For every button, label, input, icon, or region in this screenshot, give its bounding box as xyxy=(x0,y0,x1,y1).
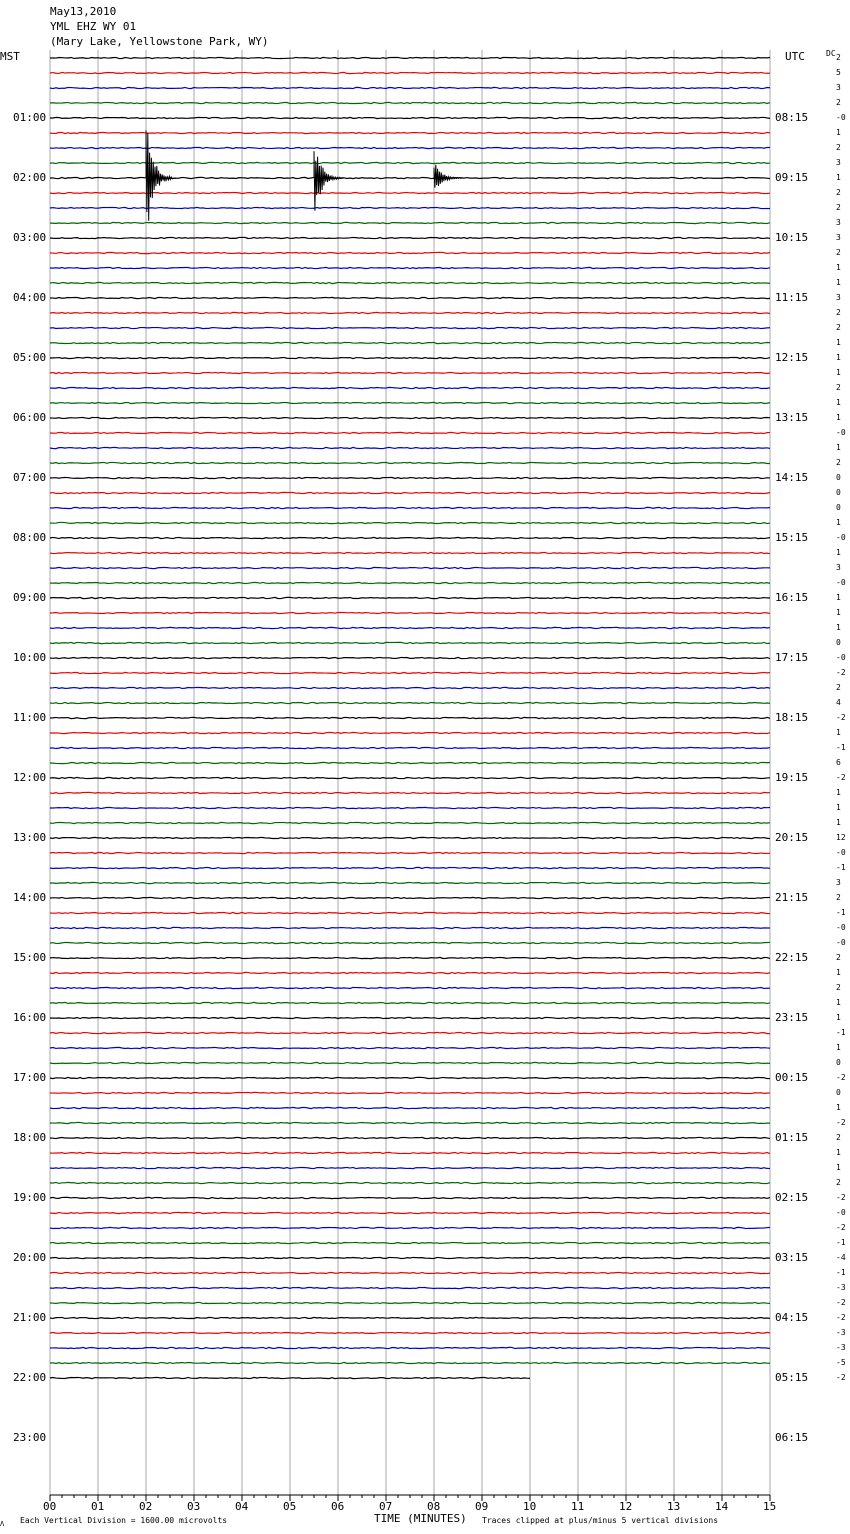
dc-offset-label: 1 xyxy=(836,788,841,797)
left-hour-label: 17:00 xyxy=(13,1071,47,1084)
dc-offset-label: 3 xyxy=(836,83,841,92)
trace-row xyxy=(50,1197,770,1198)
dc-offset-label: 0 xyxy=(836,638,841,647)
dc-label: DC xyxy=(826,49,836,58)
trace-row xyxy=(50,1347,770,1348)
x-tick-label: 15 xyxy=(763,1500,777,1513)
dc-offset-label: 1 xyxy=(836,353,841,362)
dc-offset-label: -3 xyxy=(836,1283,846,1292)
dc-offset-label: 1 xyxy=(836,548,841,557)
left-hour-label: 06:00 xyxy=(13,411,47,424)
dc-offset-label: 2 xyxy=(836,203,841,212)
trace-row xyxy=(50,462,770,463)
trace-row xyxy=(50,1242,770,1243)
dc-offset-label: 2 xyxy=(836,308,841,317)
right-hour-label: 23:15 xyxy=(775,1011,809,1024)
trace-row xyxy=(50,672,770,673)
trace-row xyxy=(50,1032,770,1033)
dc-offset-label: -2 xyxy=(836,773,846,782)
chart-date: May13,2010 xyxy=(50,5,117,18)
trace-row xyxy=(50,732,770,733)
x-tick-label: 13 xyxy=(667,1500,681,1513)
dc-offset-label: 0 xyxy=(836,473,841,482)
trace-row xyxy=(50,1272,770,1273)
dc-offset-label: 2 xyxy=(836,188,841,197)
x-tick-label: 12 xyxy=(619,1500,633,1513)
trace-row xyxy=(50,1092,770,1093)
trace-row xyxy=(50,942,770,943)
trace-row xyxy=(50,447,770,448)
dc-offset-label: -2 xyxy=(836,1223,846,1232)
right-hour-label: 12:15 xyxy=(775,351,809,364)
dc-offset-label: -2 xyxy=(836,1373,846,1382)
x-tick-label: 10 xyxy=(523,1500,537,1513)
left-hour-label: 05:00 xyxy=(13,351,47,364)
trace-row xyxy=(50,1257,770,1258)
right-hour-label: 19:15 xyxy=(775,771,809,784)
trace-row xyxy=(50,357,770,358)
trace-row xyxy=(50,867,770,868)
dc-offset-label: 0 xyxy=(836,1088,841,1097)
dc-offset-label: 1 xyxy=(836,623,841,632)
dc-offset-label: 2 xyxy=(836,53,841,62)
right-hour-label: 13:15 xyxy=(775,411,809,424)
dc-offset-label: 1 xyxy=(836,368,841,377)
dc-offset-label: 12 xyxy=(836,833,846,842)
dc-offset-label: -0 xyxy=(836,533,846,542)
trace-row xyxy=(50,1107,770,1108)
trace-row xyxy=(50,1167,770,1168)
trace-row xyxy=(50,1227,770,1228)
trace-row xyxy=(50,822,770,823)
right-hour-label: 16:15 xyxy=(775,591,809,604)
right-hour-label: 05:15 xyxy=(775,1371,809,1384)
station-code: YML EHZ WY 01 xyxy=(50,20,137,33)
dc-offset-label: 3 xyxy=(836,563,841,572)
dc-offset-label: 3 xyxy=(836,158,841,167)
trace-row xyxy=(50,1317,770,1318)
trace-row xyxy=(50,312,770,313)
left-hour-label: 23:00 xyxy=(13,1431,47,1444)
left-hour-label: 09:00 xyxy=(13,591,47,604)
trace-row xyxy=(50,597,770,598)
dc-offset-label: 2 xyxy=(836,953,841,962)
trace-row xyxy=(50,807,770,808)
clip-note: Traces clipped at plus/minus 5 vertical divisions xyxy=(482,1516,719,1525)
right-hour-label: 18:15 xyxy=(775,711,809,724)
trace-row xyxy=(50,1212,770,1213)
trace-row xyxy=(50,1137,770,1138)
dc-offset-label: 6 xyxy=(836,758,841,767)
dc-offset-label: 2 xyxy=(836,893,841,902)
x-tick-label: 02 xyxy=(139,1500,153,1513)
trace-row xyxy=(50,1047,770,1048)
right-hour-label: 03:15 xyxy=(775,1251,809,1264)
dc-offset-label: 4 xyxy=(836,698,841,707)
left-hour-label: 12:00 xyxy=(13,771,47,784)
dc-offset-label: -2 xyxy=(836,1118,846,1127)
trace-row xyxy=(50,582,770,583)
trace-row xyxy=(50,1077,770,1078)
trace-row xyxy=(50,567,770,568)
left-timezone: MST xyxy=(0,50,20,63)
trace-row xyxy=(50,627,770,628)
dc-offset-label: 1 xyxy=(836,518,841,527)
right-hour-label: 11:15 xyxy=(775,291,809,304)
x-tick-label: 07 xyxy=(379,1500,393,1513)
dc-offset-label: 0 xyxy=(836,503,841,512)
right-hour-label: 21:15 xyxy=(775,891,809,904)
left-hour-label: 19:00 xyxy=(13,1191,47,1204)
trace-row xyxy=(50,507,770,508)
x-tick-label: 05 xyxy=(283,1500,297,1513)
left-hour-label: 01:00 xyxy=(13,111,47,124)
dc-offset-label: -2 xyxy=(836,1073,846,1082)
dc-offset-label: -2 xyxy=(836,1313,846,1322)
trace-row xyxy=(50,1362,770,1363)
dc-offset-label: -1 xyxy=(836,1028,846,1037)
event-waveform xyxy=(434,165,464,188)
right-hour-label: 20:15 xyxy=(775,831,809,844)
trace-row xyxy=(50,237,770,238)
left-hour-label: 03:00 xyxy=(13,231,47,244)
x-tick-label: 14 xyxy=(715,1500,729,1513)
trace-row xyxy=(50,642,770,643)
trace-row xyxy=(50,792,770,793)
dc-offset-label: 1 xyxy=(836,968,841,977)
dc-offset-label: 0 xyxy=(836,1058,841,1067)
dc-offset-label: -2 xyxy=(836,1193,846,1202)
dc-offset-label: 1 xyxy=(836,1013,841,1022)
dc-offset-label: 1 xyxy=(836,413,841,422)
right-hour-label: 09:15 xyxy=(775,171,809,184)
left-hour-label: 10:00 xyxy=(13,651,47,664)
left-hour-label: 20:00 xyxy=(13,1251,47,1264)
trace-row xyxy=(50,417,770,418)
dc-offset-label: 1 xyxy=(836,1103,841,1112)
dc-offset-label: -4 xyxy=(836,1253,846,1262)
trace-row xyxy=(50,252,770,253)
dc-offset-label: -2 xyxy=(836,1298,846,1307)
dc-offset-label: 1 xyxy=(836,263,841,272)
dc-offset-label: 2 xyxy=(836,98,841,107)
trace-row xyxy=(50,402,770,403)
trace-row xyxy=(50,477,770,478)
dc-offset-label: 1 xyxy=(836,1148,841,1157)
dc-offset-label: 3 xyxy=(836,878,841,887)
dc-offset-label: -0 xyxy=(836,653,846,662)
dc-offset-label: 1 xyxy=(836,278,841,287)
x-tick-label: 04 xyxy=(235,1500,249,1513)
trace-row xyxy=(50,657,770,658)
right-hour-label: 02:15 xyxy=(775,1191,809,1204)
trace-row xyxy=(50,552,770,553)
right-hour-label: 10:15 xyxy=(775,231,809,244)
trace-row xyxy=(50,1377,530,1378)
dc-offset-label: 1 xyxy=(836,398,841,407)
trace-row xyxy=(50,897,770,898)
dc-offset-label: -0 xyxy=(836,923,846,932)
dc-offset-label: -3 xyxy=(836,1343,846,1352)
left-hour-label: 14:00 xyxy=(13,891,47,904)
dc-offset-label: -1 xyxy=(836,743,846,752)
dc-offset-label: -1 xyxy=(836,908,846,917)
trace-row xyxy=(50,342,770,343)
dc-offset-label: 2 xyxy=(836,143,841,152)
left-hour-label: 16:00 xyxy=(13,1011,47,1024)
dc-offset-label: -3 xyxy=(836,1328,846,1337)
right-timezone: UTC xyxy=(785,50,805,63)
left-hour-label: 02:00 xyxy=(13,171,47,184)
x-tick-label: 11 xyxy=(571,1500,585,1513)
dc-offset-label: 3 xyxy=(836,233,841,242)
trace-row xyxy=(50,837,770,838)
dc-offset-label: 2 xyxy=(836,458,841,467)
trace-row xyxy=(50,777,770,778)
dc-offset-label: -1 xyxy=(836,1238,846,1247)
trace-row xyxy=(50,882,770,883)
left-hour-label: 22:00 xyxy=(13,1371,47,1384)
dc-offset-label: 1 xyxy=(836,593,841,602)
trace-row xyxy=(50,702,770,703)
right-hour-label: 04:15 xyxy=(775,1311,809,1324)
dc-offset-label: -0 xyxy=(836,1208,846,1217)
dc-offset-label: 1 xyxy=(836,1163,841,1172)
scale-note: Each Vertical Division = 1600.00 microvolts xyxy=(20,1516,228,1525)
trace-row xyxy=(50,87,770,88)
right-hour-label: 06:15 xyxy=(775,1431,809,1444)
dc-offset-label: 1 xyxy=(836,803,841,812)
trace-row xyxy=(50,492,770,493)
trace-row xyxy=(50,852,770,853)
dc-offset-label: -2 xyxy=(836,713,846,722)
x-tick-label: 01 xyxy=(91,1500,105,1513)
trace-row xyxy=(50,1062,770,1063)
left-hour-label: 08:00 xyxy=(13,531,47,544)
trace-row xyxy=(50,282,770,283)
trace-row xyxy=(50,117,770,118)
trace-row xyxy=(50,537,770,538)
trace-row xyxy=(50,1182,770,1183)
dc-offset-label: -5 xyxy=(836,1358,846,1367)
left-hour-label: 13:00 xyxy=(13,831,47,844)
dc-offset-label: 2 xyxy=(836,1178,841,1187)
right-hour-label: 08:15 xyxy=(775,111,809,124)
right-hour-label: 22:15 xyxy=(775,951,809,964)
trace-row xyxy=(50,927,770,928)
left-hour-label: 21:00 xyxy=(13,1311,47,1324)
x-tick-label: 09 xyxy=(475,1500,489,1513)
footer-mark: Λ xyxy=(0,1520,5,1528)
trace-row xyxy=(50,297,770,298)
dc-offset-label: 0 xyxy=(836,488,841,497)
x-tick-label: 06 xyxy=(331,1500,345,1513)
trace-row xyxy=(50,102,770,103)
trace-row xyxy=(50,1017,770,1018)
trace-row xyxy=(50,432,770,433)
dc-offset-label: 2 xyxy=(836,683,841,692)
right-hour-label: 01:15 xyxy=(775,1131,809,1144)
dc-offset-label: -1 xyxy=(836,1268,846,1277)
trace-row xyxy=(50,267,770,268)
trace-row xyxy=(50,372,770,373)
x-tick-label: 08 xyxy=(427,1500,441,1513)
dc-offset-label: 2 xyxy=(836,248,841,257)
trace-row xyxy=(50,522,770,523)
trace-row xyxy=(50,207,770,208)
dc-offset-label: 1 xyxy=(836,818,841,827)
dc-offset-label: 1 xyxy=(836,443,841,452)
right-hour-label: 00:15 xyxy=(775,1071,809,1084)
right-hour-label: 15:15 xyxy=(775,531,809,544)
trace-row xyxy=(50,192,770,193)
dc-offset-label: 1 xyxy=(836,998,841,1007)
trace-row xyxy=(50,972,770,973)
left-hour-label: 07:00 xyxy=(13,471,47,484)
trace-row xyxy=(50,327,770,328)
trace-row xyxy=(50,762,770,763)
dc-offset-label: 1 xyxy=(836,608,841,617)
right-hour-label: 14:15 xyxy=(775,471,809,484)
trace-row xyxy=(50,987,770,988)
dc-offset-label: 2 xyxy=(836,983,841,992)
trace-row xyxy=(50,147,770,148)
dc-offset-label: 5 xyxy=(836,68,841,77)
trace-row xyxy=(50,1152,770,1153)
trace-row xyxy=(50,1287,770,1288)
dc-offset-label: -0 xyxy=(836,848,846,857)
trace-row xyxy=(50,957,770,958)
trace-row xyxy=(50,57,770,58)
dc-offset-label: 1 xyxy=(836,173,841,182)
trace-row xyxy=(50,387,770,388)
dc-offset-label: -1 xyxy=(836,863,846,872)
dc-offset-label: 1 xyxy=(836,1043,841,1052)
dc-offset-label: -0 xyxy=(836,578,846,587)
trace-row xyxy=(50,132,770,133)
trace-row xyxy=(50,1122,770,1123)
trace-row xyxy=(50,612,770,613)
dc-offset-label: 1 xyxy=(836,728,841,737)
x-tick-label: 03 xyxy=(187,1500,201,1513)
trace-row xyxy=(50,717,770,718)
right-hour-label: 17:15 xyxy=(775,651,809,664)
dc-offset-label: 3 xyxy=(836,218,841,227)
trace-row xyxy=(50,1002,770,1003)
x-tick-label: 00 xyxy=(43,1500,57,1513)
dc-offset-label: -0 xyxy=(836,428,846,437)
dc-offset-label: 2 xyxy=(836,323,841,332)
trace-row xyxy=(50,162,770,163)
dc-offset-label: 1 xyxy=(836,338,841,347)
station-location: (Mary Lake, Yellowstone Park, WY) xyxy=(50,35,269,48)
trace-row xyxy=(50,1332,770,1333)
trace-row xyxy=(50,687,770,688)
x-axis-label: TIME (MINUTES) xyxy=(374,1512,467,1525)
left-hour-label: 18:00 xyxy=(13,1131,47,1144)
dc-offset-label: 3 xyxy=(836,293,841,302)
dc-offset-label: 2 xyxy=(836,1133,841,1142)
dc-offset-label: 2 xyxy=(836,383,841,392)
trace-row xyxy=(50,912,770,913)
trace-row xyxy=(50,747,770,748)
dc-offset-label: 1 xyxy=(836,128,841,137)
left-hour-label: 15:00 xyxy=(13,951,47,964)
event-waveform xyxy=(314,151,344,211)
left-hour-label: 11:00 xyxy=(13,711,47,724)
left-hour-label: 04:00 xyxy=(13,291,47,304)
dc-offset-label: -0 xyxy=(836,113,846,122)
trace-row xyxy=(50,72,770,73)
dc-offset-label: -2 xyxy=(836,668,846,677)
trace-row xyxy=(50,1302,770,1303)
trace-row xyxy=(50,222,770,223)
dc-offset-label: -0 xyxy=(836,938,846,947)
